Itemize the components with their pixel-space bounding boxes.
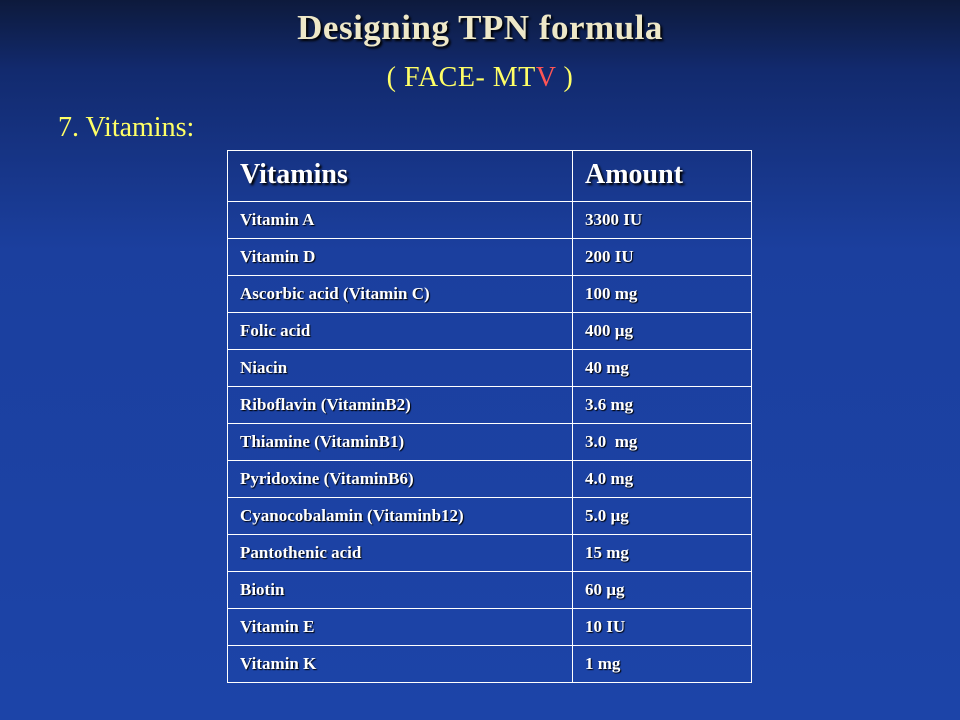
table-row <box>228 350 752 387</box>
vitamin-name-cell: Thiamine (VitaminB1) <box>228 424 573 461</box>
amount-cell: 10 IU <box>573 609 752 646</box>
subtitle-text-end: ) <box>556 62 574 93</box>
vitamin-name-cell: Pyridoxine (VitaminB6) <box>228 461 573 498</box>
amount-cell: 40 mg <box>573 350 752 387</box>
table-row <box>228 461 752 498</box>
vitamin-name-cell: Biotin <box>228 572 573 609</box>
column-header-vitamins: Vitamins <box>228 151 573 202</box>
table-row <box>228 535 752 572</box>
vitamins-table <box>227 150 752 683</box>
table-row <box>228 572 752 609</box>
subtitle-highlight-letter: V <box>535 62 557 93</box>
vitamin-name-cell: Vitamin E <box>228 609 573 646</box>
table-header-row <box>228 151 752 202</box>
amount-cell: 15 mg <box>573 535 752 572</box>
vitamin-name-cell: Vitamin K <box>228 646 573 683</box>
vitamin-name-cell: Riboflavin (VitaminB2) <box>228 387 573 424</box>
amount-cell: 3300 IU <box>573 202 752 239</box>
vitamin-name-cell: Ascorbic acid (Vitamin C) <box>228 276 573 313</box>
subtitle-text-start: ( FACE- MT <box>386 62 536 93</box>
table-row <box>228 202 752 239</box>
table-row <box>228 313 752 350</box>
vitamin-name-cell: Niacin <box>228 350 573 387</box>
table-row <box>228 387 752 424</box>
table-row <box>228 276 752 313</box>
slide-title: Designing TPN formula <box>297 8 663 47</box>
table-row <box>228 646 752 683</box>
column-header-amount: Amount <box>573 151 752 202</box>
amount-cell: 200 IU <box>573 239 752 276</box>
table-row <box>228 424 752 461</box>
amount-cell: 5.0 µg <box>573 498 752 535</box>
vitamin-name-cell: Vitamin A <box>228 202 573 239</box>
amount-cell: 3.6 mg <box>573 387 752 424</box>
amount-cell: 60 µg <box>573 572 752 609</box>
slide-subtitle <box>0 62 960 94</box>
vitamin-name-cell: Vitamin D <box>228 239 573 276</box>
table-row <box>228 609 752 646</box>
amount-cell: 1 mg <box>573 646 752 683</box>
table-row <box>228 239 752 276</box>
amount-cell: 3.0 mg <box>573 424 752 461</box>
section-heading: 7. Vitamins: <box>58 112 195 143</box>
amount-cell: 400 µg <box>573 313 752 350</box>
amount-cell: 4.0 mg <box>573 461 752 498</box>
vitamin-name-cell: Pantothenic acid <box>228 535 573 572</box>
vitamin-name-cell: Folic acid <box>228 313 573 350</box>
table-row <box>228 498 752 535</box>
amount-cell: 100 mg <box>573 276 752 313</box>
vitamin-name-cell: Cyanocobalamin (Vitaminb12) <box>228 498 573 535</box>
